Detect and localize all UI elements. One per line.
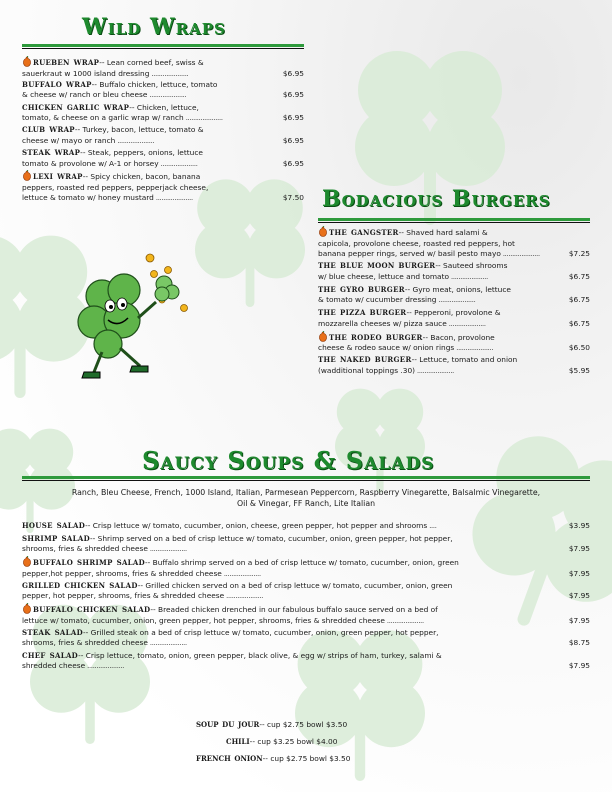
leader-dots: .................... <box>500 249 540 258</box>
item-description: -- Shaved hard salami & <box>398 228 488 237</box>
item-price: $7.95 <box>568 568 590 578</box>
leader-dots: .................... <box>384 615 424 625</box>
wrap-item <box>22 124 304 146</box>
item-description: -- Spicy chicken, bacon, banana <box>82 172 201 181</box>
leader-dots: .................... <box>446 318 486 328</box>
item-price: $7.95 <box>568 591 590 601</box>
item-description: -- Crisp lettuce, tomato, onion, green pepper, black olive, & egg w/ strips of ham, turkey, salami & <box>78 650 442 660</box>
item-price: $6.75 <box>568 318 590 328</box>
leader-dots: .................... <box>158 158 198 168</box>
item-description-line <box>318 366 590 377</box>
dressings-list <box>28 487 584 509</box>
hot-pepper-icon <box>318 226 328 237</box>
item-description-line <box>318 295 590 306</box>
item-description-line <box>22 544 590 555</box>
burger-item <box>318 260 590 282</box>
item-description: -- Chicken, lettuce, <box>129 102 199 112</box>
burgers-rule <box>318 218 590 223</box>
item-description: -- Grilled steak on a bed of crisp lettuce w/ tomato, cucumber, onion, green pepper, hot pepper, <box>82 627 439 637</box>
item-price: $3.95 <box>568 521 590 530</box>
item-description: -- Breaded chicken drenched in our fabulous buffalo sauce served on a bed of <box>150 605 438 615</box>
salads-rule <box>22 476 590 481</box>
soup-name: soup du jour <box>196 718 260 730</box>
leader-dots: .................... <box>147 544 187 554</box>
soup-name: chili <box>226 735 250 747</box>
item-description-text: shredded cheese <box>22 661 86 671</box>
item-name: steak wrap <box>22 146 81 159</box>
item-price: $7.95 <box>568 615 590 625</box>
dancing-shamrock-mascot <box>72 248 192 398</box>
item-description: -- Grilled chicken served on a bed of crisp lettuce w/ tomato, cucumber, onion, green <box>137 580 453 590</box>
salad-item <box>22 556 590 579</box>
hot-pepper-icon <box>22 170 32 181</box>
item-name: chicken garlic wrap <box>22 100 130 113</box>
item-first-line <box>22 56 304 69</box>
item-name: house salad <box>22 519 86 531</box>
dressings-line-1: Ranch, Bleu Cheese, French, 1000 Island, Italian, Parmesean Peppercorn, Raspberry Vinegarette, Balsalmic Vinegarette, <box>71 488 541 497</box>
item-description-text: shrooms, fries & shredded cheese <box>22 638 148 647</box>
leader-dots: .................... <box>436 295 476 304</box>
item-description-line <box>318 272 590 283</box>
item-name: the blue moon burger <box>318 259 436 271</box>
item-description-text: w/ blue cheese, lettuce and tomato <box>318 271 450 281</box>
item-description-text: peppers, roasted red peppers, pepperjack cheese, <box>22 182 209 192</box>
item-description: -- Buffalo chicken, lettuce, tomato <box>91 79 218 89</box>
item-description-line <box>22 661 590 672</box>
item-first-line <box>22 520 590 532</box>
item-price: $6.95 <box>282 158 304 168</box>
item-first-line <box>22 580 590 592</box>
item-name: club wrap <box>22 123 75 136</box>
item-first-line <box>318 226 590 239</box>
wrap-item <box>22 56 304 79</box>
soup-prices: -- cup $2.75 bowl $3.50 <box>259 720 348 729</box>
item-name: buffalo shrimp salad <box>33 556 145 569</box>
item-description-text: tomato & provolone w/ A-1 or horsey <box>22 158 159 168</box>
item-name: the gangster <box>329 226 399 238</box>
item-name: rueben wrap <box>33 56 100 68</box>
burger-item <box>318 284 590 306</box>
salad-item <box>22 650 590 672</box>
wrap-item <box>22 147 304 169</box>
dressings-line-2: Oil & Vinegar, FF Ranch, Lite Italian <box>236 499 376 508</box>
soup-item <box>196 718 347 730</box>
soup-name: french onion <box>196 752 263 764</box>
burgers-title: Bodacious Burgers <box>322 186 551 212</box>
item-description-line <box>22 90 304 101</box>
item-description-text: & tomato w/ cucumber dressing <box>318 295 437 304</box>
leader-dots: .................... <box>221 568 261 578</box>
item-price: $7.95 <box>568 544 590 554</box>
item-name: the pizza burger <box>318 306 407 318</box>
item-description-line <box>22 638 590 649</box>
item-name: grilled chicken salad <box>22 578 138 591</box>
leader-dots: .................... <box>147 90 187 100</box>
item-description-line <box>318 239 590 250</box>
item-description-line <box>22 591 590 602</box>
item-description: -- Gyro meat, onions, lettuce <box>404 284 511 294</box>
item-first-line <box>318 260 590 272</box>
salad-item <box>22 533 590 555</box>
item-description-text: lettuce w/ tomato, cucumber, onion, green pepper, hot pepper, shrooms, fries & shredded cheese <box>22 615 385 625</box>
leader-dots: .... <box>427 521 437 530</box>
item-name: lexi wrap <box>33 170 83 182</box>
item-description: -- Turkey, bacon, lettuce, tomato & <box>74 125 204 135</box>
item-first-line <box>318 331 590 344</box>
burger-item <box>318 307 590 329</box>
item-first-line <box>22 124 304 136</box>
item-price: $8.75 <box>568 638 590 647</box>
item-description-line <box>22 136 304 147</box>
item-description-text: sauerkraut w 1000 island dressing <box>22 68 150 78</box>
leader-dots: .................... <box>153 193 193 202</box>
salad-item <box>22 580 590 602</box>
item-description-text: (wadditional toppings .30) <box>318 365 416 375</box>
salad-item <box>22 627 590 649</box>
item-name: chef salad <box>22 648 79 661</box>
leader-dots: .................... <box>224 591 264 601</box>
item-description-line <box>318 249 590 260</box>
item-description: -- Lettuce, tomato and onion <box>411 355 518 364</box>
item-price: $6.95 <box>282 135 304 145</box>
soup-prices: -- cup $2.75 bowl $3.50 <box>262 754 351 763</box>
item-description-text: shrooms, fries & shredded cheese <box>22 544 148 554</box>
item-description-line <box>318 319 590 330</box>
item-name: the gyro burger <box>318 282 405 295</box>
item-description-text: cheese w/ mayo or ranch <box>22 135 116 145</box>
soup-item <box>226 735 337 747</box>
item-description-text: pepper, hot pepper, shrooms, fries & shredded cheese <box>22 591 225 601</box>
item-description-text: banana pepper rings, served w/ basil pesto mayo <box>318 249 501 258</box>
wraps-rule <box>22 44 304 49</box>
wrap-item <box>22 102 304 124</box>
item-description-line <box>22 159 304 170</box>
item-description: -- Sauteed shrooms <box>435 261 508 270</box>
item-name: the rodeo burger <box>329 330 423 343</box>
wraps-title: Wild Wraps <box>82 14 226 40</box>
item-name: buffalo wrap <box>22 77 92 90</box>
item-price: $7.95 <box>568 661 590 671</box>
leader-dots: .................... <box>454 343 494 352</box>
item-description-text: pepper,hot pepper, shrooms, fries & shredded cheese <box>22 568 222 578</box>
item-description-line <box>318 343 590 354</box>
item-first-line <box>22 627 590 639</box>
soup-item <box>196 752 350 764</box>
item-first-line <box>22 603 590 616</box>
leader-dots: .................... <box>115 135 155 145</box>
item-price: $6.50 <box>568 343 590 352</box>
item-description-text: mozzarella cheeses w/ pizza sauce <box>318 318 447 328</box>
item-price: $7.25 <box>568 249 590 258</box>
item-price: $6.75 <box>568 271 590 281</box>
item-first-line <box>22 556 590 569</box>
item-description: -- Steak, peppers, onions, lettuce <box>80 148 203 158</box>
salads-title: Saucy Soups & Salads <box>142 446 435 475</box>
item-name: the naked burger <box>318 353 412 365</box>
leader-dots: .................... <box>85 661 125 671</box>
item-first-line <box>318 354 590 366</box>
item-first-line <box>318 284 590 296</box>
item-description-line <box>22 193 304 204</box>
item-price: $5.95 <box>568 365 590 375</box>
item-description-text: capicola, provolone cheese, roasted red peppers, hot <box>318 238 515 248</box>
leader-dots: .................... <box>449 271 488 281</box>
burger-item <box>318 331 590 354</box>
item-name: steak salad <box>22 625 83 638</box>
leader-dots: .................... <box>147 638 187 647</box>
item-description: -- Shrimp served on a bed of crisp lettuce w/ tomato, cucumber, onion, green pepper, hot pepper, <box>89 533 453 543</box>
item-description: -- Lean corned beef, swiss & <box>99 58 204 67</box>
item-name: shrimp salad <box>22 531 90 544</box>
wrap-item <box>22 79 304 101</box>
leader-dots: .................... <box>149 68 189 78</box>
soup-prices: -- cup $3.25 bowl $4.00 <box>249 737 338 746</box>
item-first-line <box>22 650 590 662</box>
hot-pepper-icon <box>22 556 32 567</box>
item-price: $6.95 <box>282 90 304 100</box>
item-first-line <box>22 533 590 545</box>
item-description-text: cheese & rodeo sauce w/ onion rings <box>318 343 455 352</box>
wrap-item <box>22 170 304 204</box>
item-description: -- Pepperoni, provolone & <box>406 308 501 317</box>
item-first-line <box>22 147 304 159</box>
leader-dots: .................... <box>415 365 454 375</box>
item-description-line <box>22 183 304 194</box>
hot-pepper-icon <box>22 603 32 614</box>
item-description-line <box>22 616 590 627</box>
item-name: buffalo chicken salad <box>33 603 151 616</box>
salad-item <box>22 520 590 532</box>
item-description: -- Bacon, provolone <box>422 332 495 342</box>
item-first-line <box>22 79 304 91</box>
item-price: $6.95 <box>282 113 304 123</box>
hot-pepper-icon <box>22 56 32 67</box>
item-description-text: & cheese w/ ranch or bleu cheese <box>22 90 148 100</box>
leader-dots: .................... <box>183 113 223 123</box>
item-first-line <box>318 307 590 319</box>
item-price: $6.95 <box>282 68 304 78</box>
item-description-line <box>22 113 304 124</box>
item-first-line <box>22 102 304 114</box>
item-description: -- Crisp lettuce w/ tomato, cucumber, onion, cheese, green pepper, hot pepper and shrooms <box>85 521 428 530</box>
hot-pepper-icon <box>318 331 328 342</box>
item-description-text: tomato, & cheese on a garlic wrap w/ ranch <box>22 113 184 123</box>
burger-item <box>318 226 590 260</box>
item-price: $6.75 <box>568 295 590 304</box>
item-first-line <box>22 170 304 183</box>
salad-item <box>22 603 590 626</box>
item-description: -- Buffalo shrimp served on a bed of crisp lettuce w/ tomato, cucumber, onion, green <box>145 558 459 568</box>
burger-item <box>318 354 590 376</box>
item-price: $7.50 <box>282 193 304 202</box>
item-description-text: lettuce & tomato w/ honey mustard <box>22 193 154 202</box>
